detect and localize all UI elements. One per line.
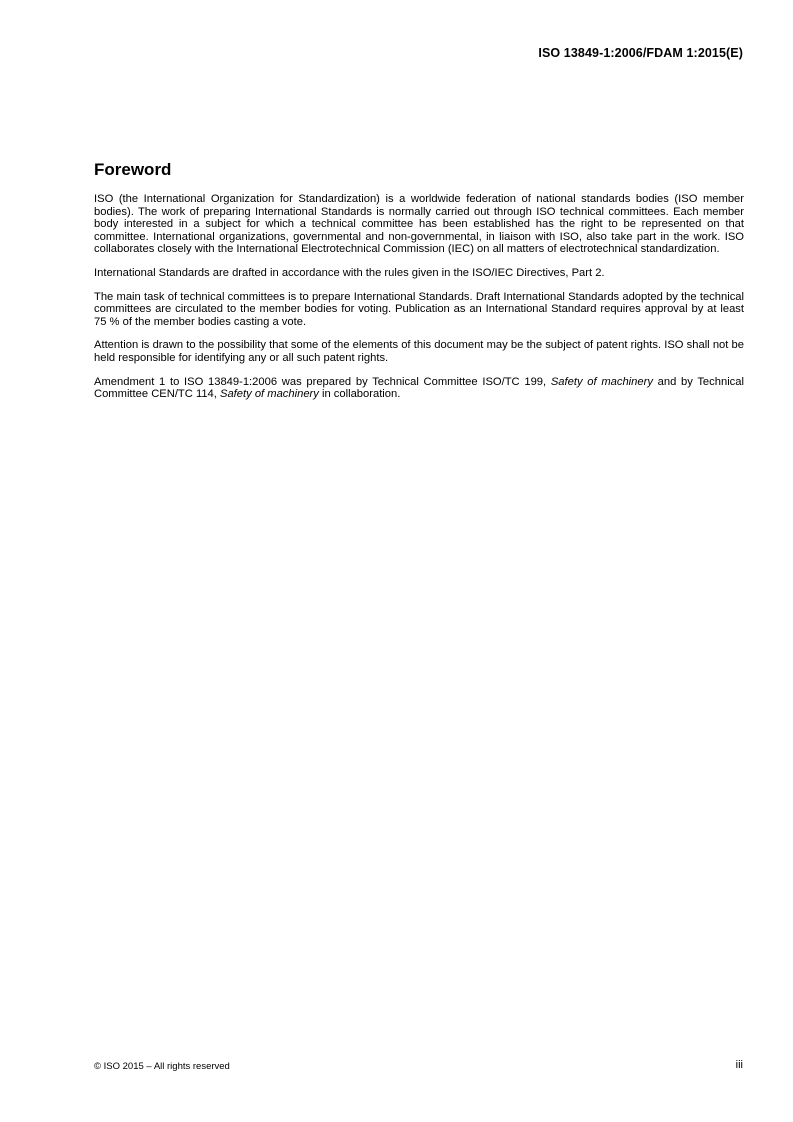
copyright-notice: © ISO 2015 – All rights reserved <box>94 1061 230 1072</box>
amendment-text-3: in collaboration. <box>318 388 401 401</box>
foreword-title: Foreword <box>94 160 172 179</box>
foreword-section <box>94 160 744 412</box>
foreword-paragraph-3: The main task of technical committees is to prepare International Standards. Draft International Standards adopted by the technical committees are circulated to the member bodies for voting. Publication as an International Standard requires approval by at least 75 % of the member bodies casting a vote. <box>94 290 744 328</box>
amendment-text-1: Amendment 1 to ISO 13849-1:2006 was prepared by Technical Committee ISO/TC 199, <box>94 375 551 388</box>
document-identifier: ISO 13849-1:2006/FDAM 1:2015(E) <box>538 46 743 60</box>
amendment-text-2: and by Technical Committee CEN/TC 114, <box>94 375 744 401</box>
page-number: iii <box>735 1059 743 1071</box>
committee-title-2: Safety of machinery <box>220 388 319 401</box>
foreword-paragraph-4: Attention is drawn to the possibility that some of the elements of this document may be the subject of patent rights. ISO shall not be held responsible for identifying any or all such patent rights. <box>94 339 744 364</box>
committee-title-1: Safety of machinery <box>550 375 653 388</box>
foreword-paragraph-1: ISO (the International Organization for Standardization) is a worldwide federation of national standards bodies (ISO member bodies). The work of preparing International Standards is normally carried out through ISO technical committees. Each member body interested in a subject for which a technical committee has been established has the right to be represented on that committee. International organizations, governmental and non-governmental, in liaison with ISO, also take part in the work. ISO collaborates closely with the International Electrotechnical Commission (IEC) on all matters of electrotechnical standardization. <box>94 193 744 256</box>
foreword-paragraph-2: International Standards are drafted in accordance with the rules given in the ISO/IEC Directives, Part 2. <box>94 266 605 279</box>
foreword-paragraph-5 <box>94 376 744 401</box>
